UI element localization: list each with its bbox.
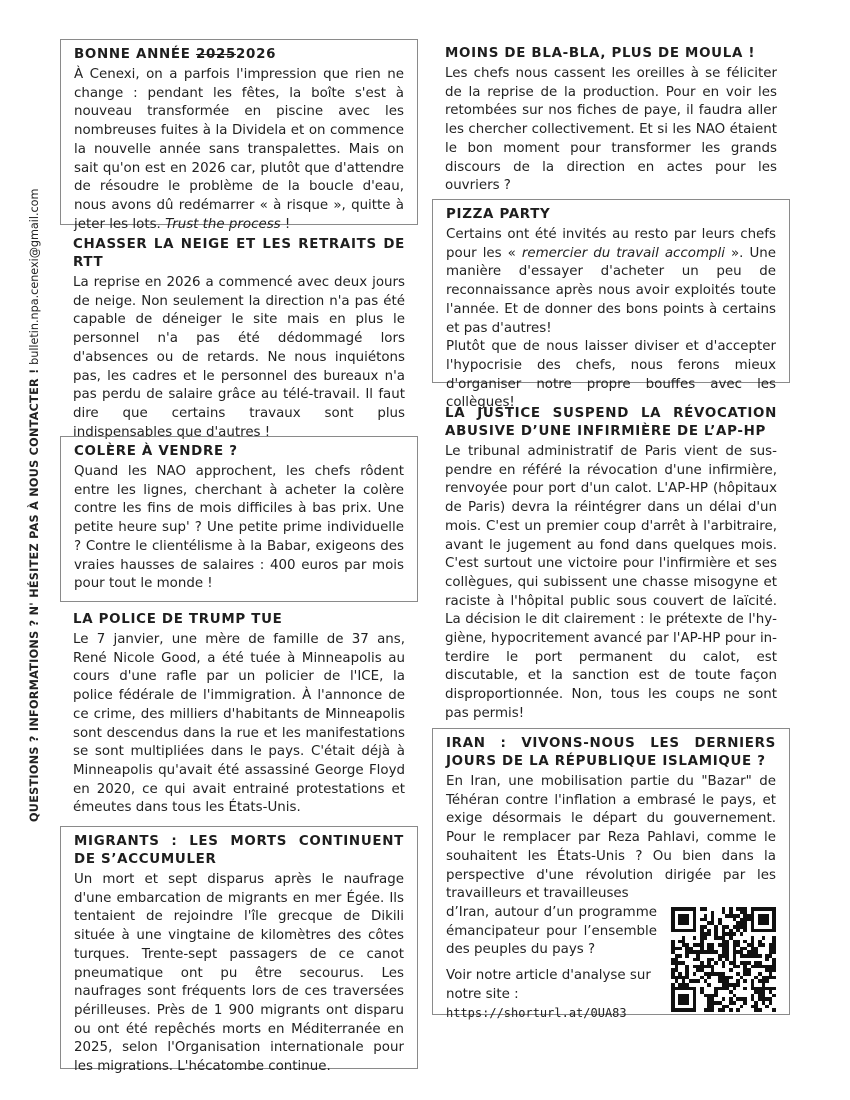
article-title: CHASSER LA NEIGE ET LES RETRAITS DE RTT bbox=[73, 237, 405, 270]
article-title: IRAN : VIVONS-NOUS LES DERNIERS JOURS DE LA RÉPUBLIQUE ISLAMIQUE ? bbox=[446, 736, 776, 769]
article-moula bbox=[432, 39, 790, 194]
article-title: LA JUSTICE SUSPEND LA RÉVOCATION ABUSIVE D’UNE INFIRMIÈRE DE L’AP-HP bbox=[445, 406, 777, 439]
article-title: COLÈRE À VENDRE ? bbox=[74, 444, 238, 459]
article-body: Quand les NAO approchent, les chefs rôdent entre les lignes, cherchant à acheter la colère contre les fins de mois difficiles à bas prix. Une petite heure sup' ? Une petite prime individuelle ? Contre le clientélisme à la Babar, exigeons des vraies hausses de salaires : 400 euros par mois pour tout le monde ! bbox=[74, 464, 404, 592]
article-body: Certains ont été invités au resto par leurs chefs pour les « remercier du travail accompli ». Une manière d'essayer d'acheter un peu de reconnaissance après nous avoir exploités toute l'année. Et de donner des bons points à certains et pas d'autres! bbox=[446, 227, 776, 336]
article-justice bbox=[432, 399, 790, 721]
article-pizza bbox=[432, 199, 790, 411]
article-title: BONNE ANNÉE 20252026 bbox=[74, 47, 277, 62]
article-body: En Iran, une mobilisation partie du "Bazar" de Téhéran contre l'inflation a embrasé le pays, et exige désormais le départ du gouvernement. Pour le remplacer par Reza Pahlavi, comme le souhaitent les États-Unis ? Ou bien dans la perspective d'une révolution dirigée par les travailleurs et travailleuses bbox=[446, 774, 776, 902]
article-body: La reprise en 2026 a commencé avec deux jours de neige. Non seulement la direction n'a pas été capable de déneiger le site mais en plus le personnel n'a pas été dédommagé lors d'absences ou de retards. Ne nous inquiétons pas, les cadres et le personnel des bureaux n'a pas perdu de salaire grâce au télé-travail. Il faut dire que certains travaux sont plus indispensables que d'autres ! bbox=[73, 275, 405, 440]
struck-year: 2025 bbox=[195, 47, 237, 62]
contact-email-link[interactable]: bulletin.npa.cenexi@gmail.com bbox=[28, 188, 41, 365]
article-body: À Cenexi, on a parfois l'impression que rien ne change : pendant les fêtes, la boîte s'est à nouveau transformée en piscine avec les nombreuses fuites à la Dividela et on commence la nouvelle année sans transpalettes. Mais on sait qu'on est en 2026 car, plutôt que d'attendre de résoudre le problème de la boucle d'eau, nous avons dû redémarrer « à risque », quitte à jeter les lots. Trust the process ! bbox=[74, 67, 404, 232]
article-body: Le 7 janvier, une mère de famille de 37 ans, René Nicole Good, a été tuée à Minneapolis au cours d'une rafle par un policier de l'ICE, la police fédérale de l'immigration. À l'annonce de ce crime, des milliers d'habitants de Minneapolis sont descendus dans la rue et les manifestations se sont multipliées dans le pays. C'était déjà à Minneapolis qu'avait été assassiné George Floyd en 2020, ce qui avait entrainé protestations et émeutes dans tous les États-Unis. bbox=[73, 632, 405, 816]
article-title: MOINS DE BLA-BLA, PLUS DE MOULA ! bbox=[445, 46, 756, 61]
article-link[interactable]: https://shorturl.at/0UA83 bbox=[446, 1006, 627, 1021]
article-neige bbox=[60, 230, 418, 440]
article-colere bbox=[60, 436, 418, 602]
article-title: MIGRANTS : LES MORTS CONTINUENT DE S’ACCUMULER bbox=[74, 834, 404, 867]
article-body: Les chefs nous cassent les oreilles à se féliciter de la reprise de la production. Pour en voir les retombées sur nos fiches de paye, il faudra aller les chercher collectivement. Et si les NAO étaient le bon moment pour transformer les grands discours de la direction en actes pour les ouvriers ? bbox=[445, 66, 777, 194]
contact-sidebar bbox=[27, 122, 43, 822]
article-body-2: Plutôt que de nous laisser diviser et d'accepter l'hypocrisie des chefs, nous ferons mieux d'organiser notre propre bouffes avec les collègues! bbox=[446, 339, 776, 411]
article-bonne-annee bbox=[60, 39, 418, 232]
qr-code-icon[interactable] bbox=[671, 907, 776, 1012]
article-migrants bbox=[60, 826, 418, 1075]
article-body-cont: d’Iran, autour d’un programme émancipateur pour l’ensemble des peuples du pays ? bbox=[446, 904, 657, 958]
article-body: Un mort et sept disparus après le naufrage d'une embarcation de migrants en mer Égée. Ils tentaient de rejoindre l'île grecque de Dikili située à une vingtaine de kilomètres des côtes turques. Trente-sept passagers de ce canot pneumatique ont pu être secourus. Les naufrages sont fréquents lors de ces traversées périlleuses. Près de 1 900 migrants ont disparu ou ont été repêchés morts en Méditerranée en 2025, selon l'Organisation internationale pour les migrations. L'hécatombe continue. bbox=[74, 872, 404, 1075]
article-title: LA POLICE DE TRUMP TUE bbox=[73, 612, 283, 627]
contact-prompt: QUESTIONS ? INFORMATIONS ? N' HÉSITEZ PAS À NOUS CONTACTER ! bbox=[28, 368, 41, 822]
article-link-line: Voir notre article d'analyse sur notre site : https://shorturl.at/0UA83 bbox=[446, 968, 651, 1021]
article-iran bbox=[432, 728, 790, 1021]
article-body: Le tribunal administratif de Paris vient de suspendre en référé la révocation d'une infirmière, renvoyée pour port d'un calot. L'AP-HP (hôpitaux de Paris) devra la réintégrer dans un délai d'un mois. C'est un premier coup d'arrêt à l'arbitraire, avant le jugement au fond dans quelques mois. C'est surtout une victoire pour l'infirmière et ses collègues, qui subissent une chasse misogyne et raciste à l'hôpital public sous couvert de laïcité. La décision le dit clairement : le prétexte de l'hygiène, hypocritement avancé par l'AP-HP pour interdire le port permanent du calot, est discutable, et la sanction est de toute façon disproportionnée. Non, tous les coups ne sont pas permis! bbox=[445, 444, 777, 721]
article-police bbox=[60, 605, 418, 823]
article-title: PIZZA PARTY bbox=[446, 207, 551, 222]
